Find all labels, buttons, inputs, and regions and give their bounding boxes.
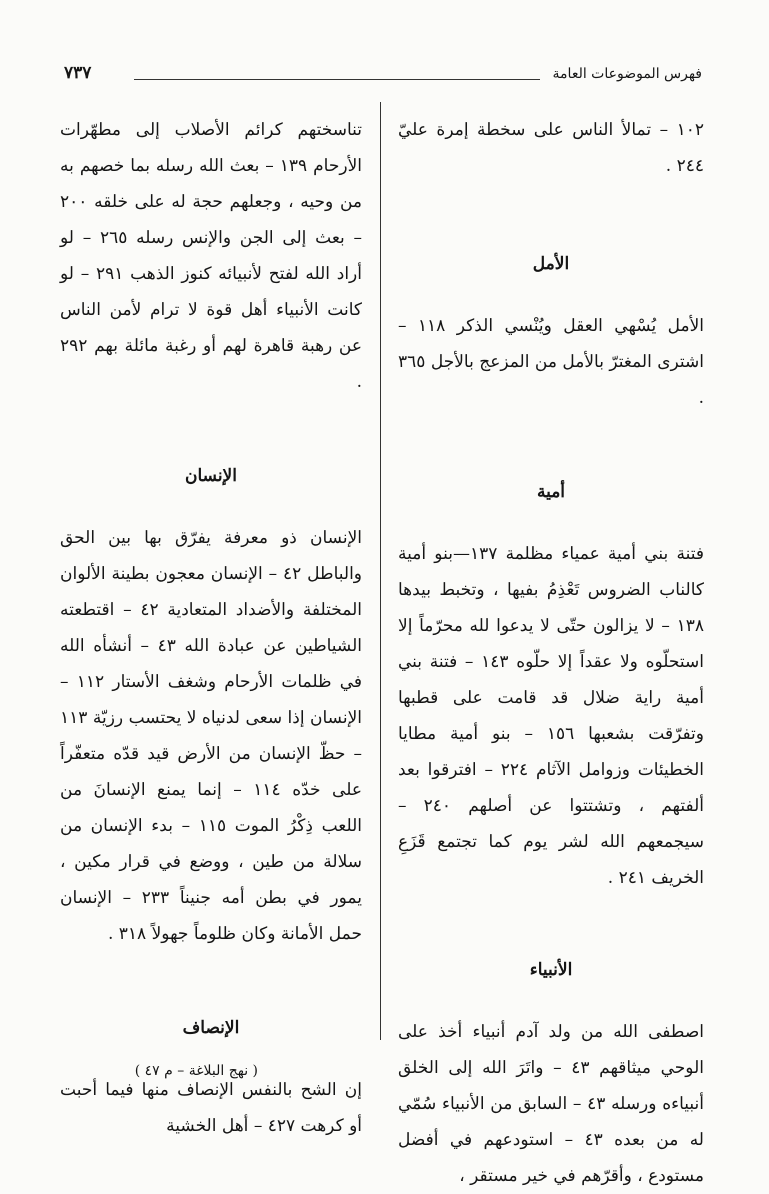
index-section-umayya [398,474,704,896]
left-column [60,112,362,1144]
source-note: ( نهج البلاغة – م ٤٧ ) [134,1063,258,1079]
section-entries: الإنسان ذو معرفة يفرّق بها بين الحق والباطل ٤٢ – الإنسان معجون بطينة الألوان المختلفة والأضداد المتعادية ٤٢ – اقتطعته الشياطين عن عبادة الله ٤٣ – أنشأه الله في ظلمات الأرحام وشغف الأستار ١١٢ – الإنسان إذا سعى لدنياه لا يحتسب رزيّة ١١٣ – حظّ الإنسان من الأرض قيد قدّه متعفّراً على خدّه ١١٤ – إنما يمنع الإنسانَ من اللعب ذِكْرُ الموت ١١٥ – بدء الإنسان من سلالة من طين ، ووضع في قرار مكين ، يمور في بطن أمه جنيناً ٢٣٣ – الإنسان حمل الأمانة وكان ظلوماً جهولاً ٣١٨ . [60,528,363,944]
section-title: فهرس الموضوعات العامة [552,66,702,82]
section-entries: الأمل يُسْهي العقل ويُنْسي الذكر ١١٨ – اشترى المغترّ بالأمل من المزعج بالأجل ٣٦٥ . [398,316,704,408]
running-header [64,63,702,90]
page-footer [78,1063,258,1079]
section-heading: الإنصاف [182,1018,240,1038]
section-entries: اصطفى الله من ولد آدم أنبياء أخذ على الوحي ميثاقهم ٤٣ – واتَرَ الله إلى الخلق أنبياءه ورسله ٤٣ – السابق من الأنبياء سُمّي له من بعده ٤٣ – استودعهم في أفضل مستودع ، وأقرّهم في خير مستقر ، [398,1022,704,1186]
entry-continuation: تناسختهم كرائم الأصلاب إلى مطهّرات الأرحام ١٣٩ – بعث الله رسله بما خصهم به من وحيه ، وجعلهم حجة له على خلقه ٢٠٠ – بعث إلى الجن والإنس رسله ٢٦٥ – لو أراد الله لفتح لأنبيائه كنوز الذهب ٢٩١ – لو كانت الأنبياء أهل قوة لا ترام لأمن الناس عن رهبة قاهرة لهم أو رغبة مائلة بهم ٢٩٢ . [60,120,363,392]
section-entries: فتنة بني أمية عمياء مظلمة ١٣٧—بنو أمية كالناب الضروس تَعْذِمُ بفيها ، وتخبط بيدها ١٣٨ – لا يزالون حتّى لا يدعوا لله محرّماً إلا استحلّوه ولا عقداً إلا حلّوه ١٤٣ – فتنة بني أمية راية ضلال قد قامت على قطبها وتفرّقت بشعبها ١٥٦ – بنو أمية مطايا الخطيئات وزوامل الآثام ٢٢٤ – افترقوا بعد ألفتهم ، وتشتتوا عن أصلهم ٢٤٠ – سيجمعهم الله لشر يوم كما تجتمع قَزَعِ الخريف ٢٤١ . [398,544,704,888]
section-heading: الأنبياء [529,960,573,980]
section-entries: إن الشح بالنفس الإنصاف منها فيما أحبت أو كرهت ٤٢٧ – أهل الخشية [60,1080,362,1136]
section-heading: أمية [536,482,566,502]
header-rule [134,79,540,80]
right-column [398,112,704,1194]
page-number: ٧٣٧ [64,63,92,83]
entry-continuation: ١٠٢ – تمالأ الناس على سخطة إمرة عليّ ٢٤٤ . [398,120,704,176]
index-section-insan [60,458,362,952]
section-heading: الإنسان [185,466,237,486]
column-divider [380,102,381,1040]
index-section-amal [398,246,704,416]
section-heading: الأمل [532,254,570,274]
index-section-anbiya [398,952,704,1194]
